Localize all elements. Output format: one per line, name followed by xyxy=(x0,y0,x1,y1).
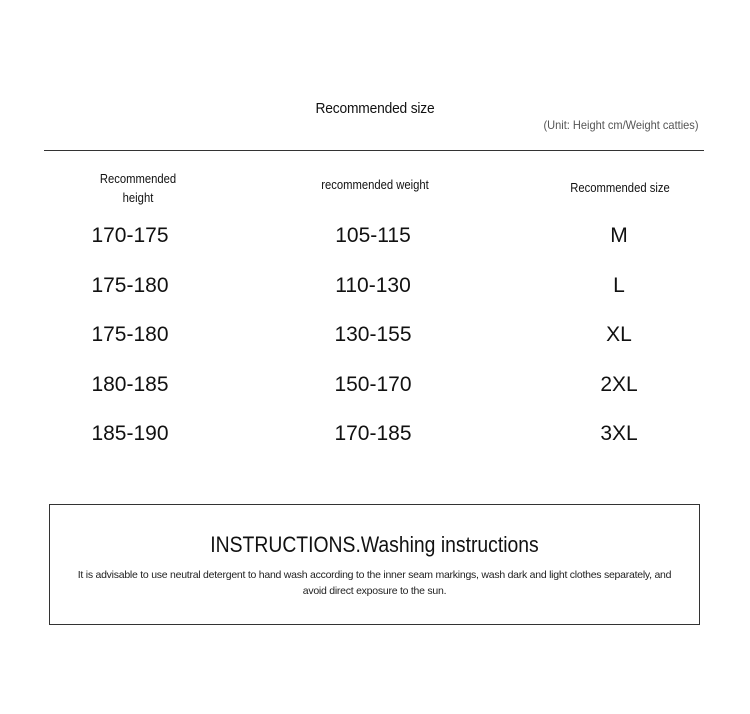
size-cell: 3XL xyxy=(600,422,638,445)
height-cell: 175-180 xyxy=(91,323,169,346)
weight-cell: 170-185 xyxy=(334,422,412,445)
page-title: Recommended size xyxy=(315,100,435,117)
weight-cell: 110-130 xyxy=(335,273,411,297)
table-row xyxy=(0,321,750,371)
column-header-height-line1: Recommended xyxy=(99,172,177,186)
size-cell: L xyxy=(613,273,625,297)
instructions-text: It is advisable to use neutral detergent to hand wash according to the inner seam markings, wash dark and light clothes separately, and avoid direct exposure to the sun. xyxy=(77,569,672,597)
size-cell: 2XL xyxy=(600,372,638,396)
weight-cell: 130-155 xyxy=(334,323,412,346)
height-cell: 175-180 xyxy=(91,273,169,297)
instructions-box xyxy=(49,504,700,625)
size-table xyxy=(0,222,750,470)
column-header-size: Recommended size xyxy=(570,181,670,195)
unit-note: (Unit: Height cm/Weight catties) xyxy=(542,118,698,132)
height-cell: 185-190 xyxy=(91,422,169,445)
table-row xyxy=(0,371,750,421)
height-cell: 180-185 xyxy=(91,372,169,396)
divider xyxy=(44,150,704,151)
instructions-title: INSTRUCTIONS.Washing instructions xyxy=(210,532,539,557)
column-header-weight: recommended weight xyxy=(321,178,429,192)
table-row xyxy=(0,272,750,322)
table-row xyxy=(0,420,750,470)
size-cell: XL xyxy=(606,323,632,346)
column-header-height xyxy=(84,170,192,208)
weight-cell: 150-170 xyxy=(334,372,412,396)
column-header-height-line2: height xyxy=(122,191,154,205)
height-cell: 170-175 xyxy=(91,224,169,247)
size-cell: M xyxy=(610,224,628,247)
weight-cell: 105-115 xyxy=(335,224,411,247)
table-row xyxy=(0,222,750,272)
